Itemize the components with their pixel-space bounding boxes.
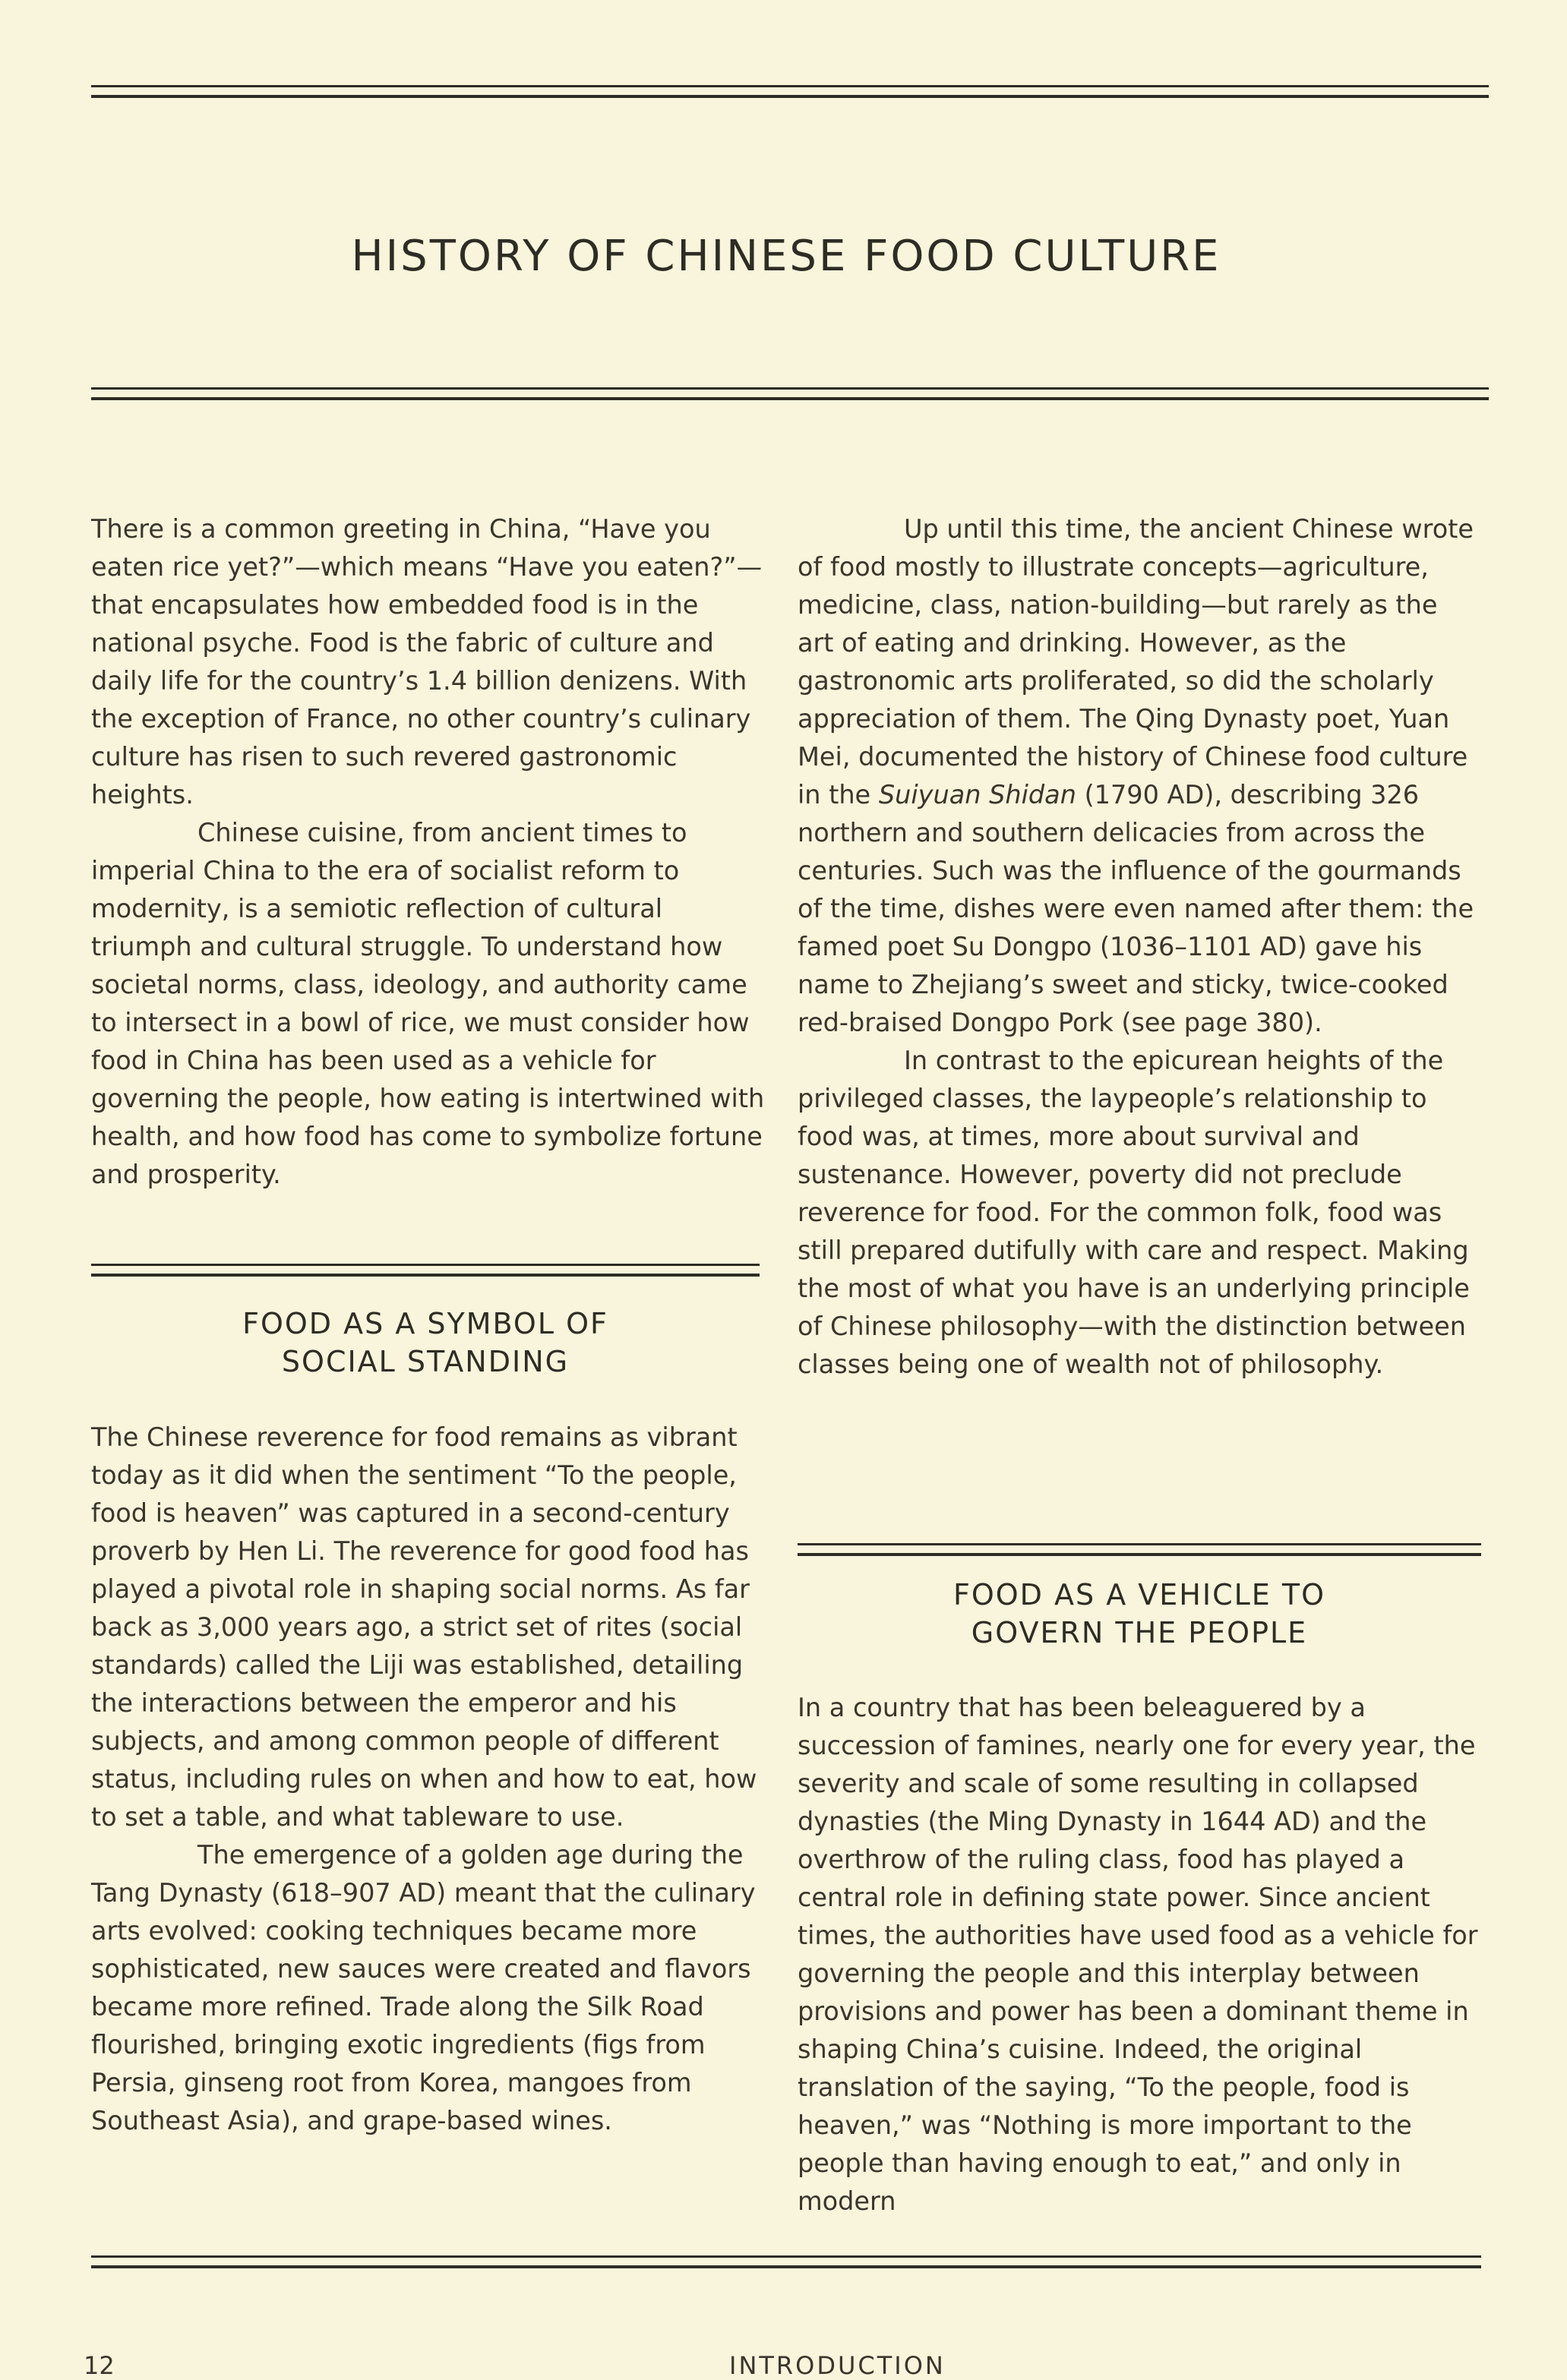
footer-section-label: INTRODUCTION — [729, 2351, 946, 2380]
book-title-suiyuan-shidan: Suiyuan Shidan — [878, 780, 1076, 810]
left-column-section — [91, 1419, 771, 2140]
left-column-intro — [91, 510, 771, 1194]
section-heading-social-standing: FOOD AS A SYMBOL OF SOCIAL STANDING — [242, 1307, 608, 1378]
right-column-section — [798, 1689, 1481, 2221]
right-paragraph-1: Up until this time, the ancient Chinese wrote of food mostly to illustrate concepts—agriculture, medicine, class, nation-building—but rarely as the art of eating and drinking. However, as the gastronomic arts proliferated, so did the scholarly appreciation of them. The Qing Dynasty poet, Yuan Mei, documented the history of Chinese food culture in the Suiyuan Shidan (1790 AD), describing 326 northern and southern delicacies from across the centuries. Such was the influence of the gourmands of the time, dishes were even named after them: the famed poet Su Dongpo (1036–1101 AD) gave his name to Zhejiang’s sweet and sticky, twice-cooked red-braised Dongpo Pork (see page 380). — [798, 514, 1474, 1037]
right-paragraph-2: In contrast to the epicurean heights of the privileged classes, the laypeople’s relationship to food was, at times, more about survival and sustenance. However, poverty did not preclude reverence for food. For the common folk, food was still prepared dutifully with care and respect. Making the most of what you have is an underlying principle of Chinese philosophy—with the distinction between classes being one of wealth not of philosophy. — [798, 1046, 1470, 1379]
intro-paragraph-2: Chinese cuisine, from ancient times to imperial China to the era of socialist reform to modernity, is a semiotic reflection of cultural triumph and cultural struggle. To understand how societal norms, class, ideology, and authority came to intersect in a bowl of rice, we must consider how food in China has been used as a vehicle for governing the people, how eating is intertwined with health, and how food has come to symbolize fortune and prosperity. — [91, 818, 765, 1189]
govern-people-paragraph-1: In a country that has been beleaguered by a succession of famines, nearly one for every year, the severity and scale of some resulting in collapsed dynasties (the Ming Dynasty in 1644 AD) and the overthrow of the ruling class, food has played a central role in defining state power. Since ancient times, the authorities have used food as a vehicle for governing the people and this interplay between provisions and power has been a dominant theme in shaping China’s cuisine. Indeed, the original translation of the saying, “To the people, food is heaven,” was “Nothing is more important to the people than having enough to eat,” and only in modern — [798, 1693, 1478, 2216]
right-column-top — [798, 510, 1481, 1384]
social-standing-paragraph-2: The emergence of a golden age during the Tang Dynasty (618–907 AD) meant that the culinary arts evolved: cooking techniques became more sophisticated, new sauces were created and flavors became more refined. Trade along the Silk Road flourished, bringing exotic ingredients (figs from Persia, ginseng root from Korea, mangoes from Southeast Asia), and grape-based wines. — [91, 1840, 756, 2135]
intro-paragraph-1: There is a common greeting in China, “Have you eaten rice yet?”—which means “Have you eaten?”—that encapsulates how embedded food is in the national psyche. Food is the fabric of culture and daily life for the country’s 1.4 billion denizens. With the exception of France, no other country’s culinary culture has risen to such revered gastronomic heights. — [91, 514, 763, 810]
section-heading-govern-people: FOOD AS A VEHICLE TO GOVERN THE PEOPLE — [953, 1578, 1325, 1649]
social-standing-paragraph-1: The Chinese reverence for food remains as vibrant today as it did when the sentiment “To the people, food is heaven” was captured in a second-century proverb by Hen Li. The reverence for good food has played a pivotal role in shaping social norms. As far back as 3,000 years ago, a strict set of rites (social standards) called the Liji was established, detailing the interactions between the emperor and his subjects, and among common people of different status, including rules on when and how to eat, how to set a table, and what tableware to use. — [91, 1422, 757, 1832]
page-title: HISTORY OF CHINESE FOOD CULTURE — [351, 232, 1221, 281]
page-number: 12 — [84, 2351, 115, 2380]
